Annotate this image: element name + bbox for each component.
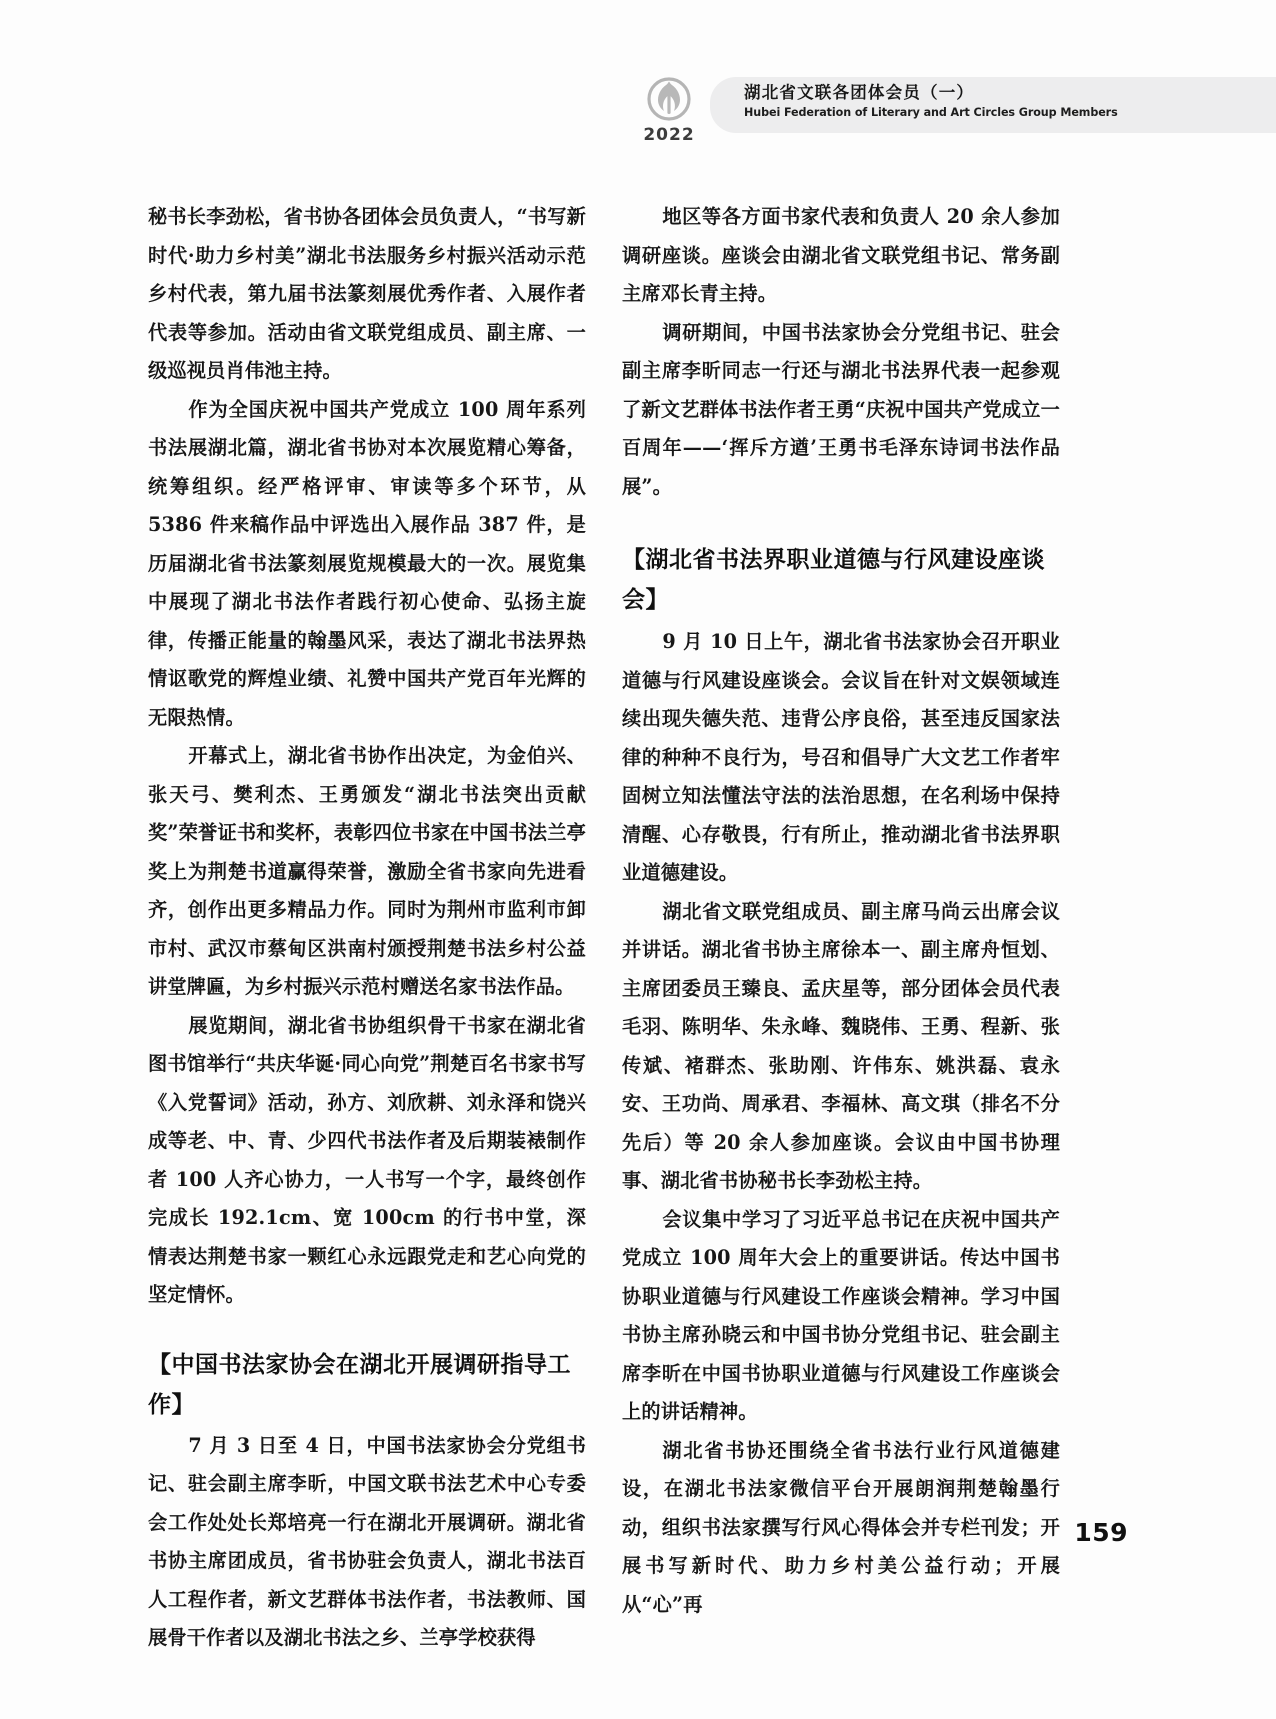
paragraph: 调研期间，中国书法家协会分党组书记、驻会副主席李昕同志一行还与湖北书法界代表一起参观了新文艺群体书法作者王勇“庆祝中国共产党成立一百周年——‘挥斥方遒’王勇书毛泽东诗词书法作品展”。 [622,320,1060,498]
section-heading-right: 【湖北省书法界职业道德与行风建设座谈会】 [622,547,1045,613]
paragraph: 湖北省文联党组成员、副主席马尚云出席会议并讲话。湖北省书协主席徐本一、副主席舟恒划、主席团委员王臻良、孟庆星等，部分团体会员代表毛羽、陈明华、朱永峰、魏晓伟、王勇、程新、张传斌、褚群杰、张助刚、许伟东、姚洪磊、袁永安、王功尚、周承君、李福林、高文琪（排名不分先后）等 20 余人参加座谈。会议由中国书协理事、湖北省书协秘书长李劲松主持。 [622,899,1060,1192]
logo-year: 2022 [643,125,695,145]
header-title-cn: 湖北省文联各团体会员（一） [744,83,975,102]
paragraph: 湖北省书协还围绕全省书法行业行风道德建设，在湖北书法家微信平台开展朗润荆楚翰墨行动，组织书法家撰写行风心得体会并专栏刊发；开展书写新时代、助力乡村美公益行动；开展从“心”再 [622,1438,1060,1616]
paragraph: 会议集中学习了习近平总书记在庆祝中国共产党成立 100 周年大会上的重要讲话。传达中国书协职业道德与行风建设工作座谈会精神。学习中国书协主席孙晓云和中国书协分党组书记、驻会副主席李昕在中国书协职业道德与行风建设工作座谈会上的讲话精神。 [622,1207,1060,1423]
paragraph: 7 月 3 日至 4 日，中国书法家协会分党组书记、驻会副主席李昕，中国文联书法艺术中心专委会工作处处长郑培亮一行在湖北开展调研。湖北省书协主席团成员，省书协驻会负责人，湖北书法百人工程作者，新文艺群体书法作者，书法教师、国展骨干作者以及湖北书法之乡、兰亭学校获得 [148,1433,586,1649]
paragraph: 9 月 10 日上午，湖北省书法家协会召开职业道德与行风建设座谈会。会议旨在针对文娱领域连续出现失德失范、违背公序良俗，甚至违反国家法律的种种不良行为，号召和倡导广大文艺工作者牢固树立知法懂法守法的法治思想，在名利场中保持清醒、心存敬畏，行有所止，推动湖北省书法界职业道德建设。 [622,630,1060,884]
logo-block [628,74,710,145]
left-column [148,198,586,1658]
paragraph: 秘书长李劲松，省书协各团体会员负责人，“书写新时代·助力乡村美”湖北书法服务乡村振兴活动示范乡村代表，第九届书法篆刻展优秀作者、入展作者代表等参加。活动由省文联党组成员、副主席、一级巡视员肖伟池主持。 [148,205,586,382]
page-header [628,74,1276,145]
paragraph: 作为全国庆祝中国共产党成立 100 周年系列书法展湖北篇，湖北省书协对本次展览精心筹备，统筹组织。经严格评审、审读等多个环节，从 5386 件来稿作品中评选出入展作品 387 件，是历届湖北省书法篆刻展览规模最大的一次。展览集中展现了湖北书法作者践行初心使命、弘扬主旋律，传播正能量的翰墨风采，表达了湖北书法界热情讴歌党的辉煌业绩、礼赞中国共产党百年光辉的无限热情。 [148,397,586,729]
hubei-federation-emblem-icon [645,76,693,124]
header-title-en: Hubei Federation of Literary and Art Circles Group Members [744,105,1118,120]
right-column [622,198,1060,1624]
header-title-bar [710,77,1276,133]
paragraph: 开幕式上，湖北省书协作出决定，为金伯兴、张天弓、樊利杰、王勇颁发“湖北书法突出贡献奖”荣誉证书和奖杯，表彰四位书家在中国书法兰亭奖上为荆楚书道赢得荣誉，激励全省书家向先进看齐，创作出更多精品力作。同时为荆州市监利市卸市村、武汉市蔡甸区洪南村颁授荆楚书法乡村公益讲堂牌匾，为乡村振兴示范村赠送名家书法作品。 [148,744,586,998]
section-heading-left: 【中国书法家协会在湖北开展调研指导工作】 [148,1351,571,1418]
paragraph: 展览期间，湖北省书协组织骨干书家在湖北省图书馆举行“共庆华诞·同心向党”荆楚百名书家书写《入党誓词》活动，孙方、刘欣耕、刘永泽和饶兴成等老、中、青、少四代书法作者及后期装裱制作者 100 人齐心协力，一人书写一个字，最终创作完成长 192.1cm、宽 100cm 的行书中堂，深情表达荆楚书家一颗红心永远跟党走和艺心向党的坚定情怀。 [148,1013,586,1306]
page-number: 159 [1074,1518,1128,1547]
paragraph: 地区等各方面书家代表和负责人 20 余人参加调研座谈。座谈会由湖北省文联党组书记、常务副主席邓长青主持。 [622,205,1060,305]
